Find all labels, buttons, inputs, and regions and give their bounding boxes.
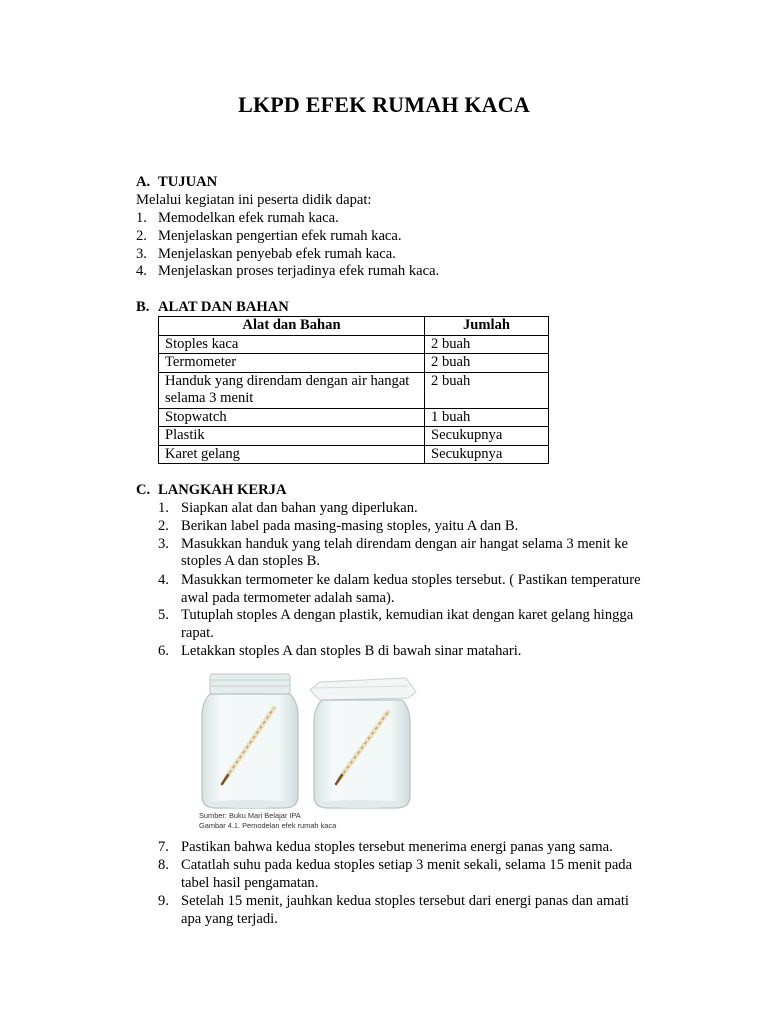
step-continuation: stoples A dan stoples B. <box>181 553 321 569</box>
jars-figure <box>196 668 422 832</box>
section-c-title: LANGKAH KERJA <box>158 482 287 498</box>
table-cell-qty: 2 buah <box>425 354 549 373</box>
list-text: Berikan label pada masing-masing stoples, yaitu A dan B. <box>181 518 519 534</box>
table-cell-qty: Secukupnya <box>425 445 549 464</box>
section-c-letter: C. <box>136 482 151 498</box>
table-header-qty: Jumlah <box>425 317 549 336</box>
list-text: Pastikan bahwa kedua stoples tersebut menerima energi panas yang sama. <box>181 839 613 855</box>
list-text: Masukkan handuk yang telah direndam dengan air hangat selama 3 menit ke <box>181 536 628 552</box>
objective-item <box>136 210 339 227</box>
list-text: Tutuplah stoples A dengan plastik, kemudian ikat dengan karet gelang hingga <box>181 607 634 623</box>
section-b-letter: B. <box>136 299 150 315</box>
step-item <box>158 500 418 517</box>
list-text: Menjelaskan pengertian efek rumah kaca. <box>158 228 402 244</box>
list-number: 3. <box>158 536 169 552</box>
list-number: 3. <box>136 246 147 262</box>
step-item <box>158 857 632 874</box>
table-cell-qty: 2 buah <box>425 335 549 354</box>
list-text: Letakkan stoples A dan stoples B di bawah sinar matahari. <box>181 643 522 659</box>
step-item <box>158 518 518 535</box>
objective-item <box>136 263 439 280</box>
step-item <box>158 536 628 553</box>
figure-source: Sumber: Buku Mari Belajar IPA <box>199 811 301 820</box>
list-number: 2. <box>136 228 147 244</box>
table-row <box>159 335 549 354</box>
table-row <box>159 445 549 464</box>
step-continuation: apa yang terjadi. <box>181 911 278 927</box>
table-cell-qty: Secukupnya <box>425 427 549 446</box>
list-text: Siapkan alat dan bahan yang diperlukan. <box>181 500 418 516</box>
table-cell-item: Handuk yang direndam dengan air hangat selama 3 menit <box>159 372 425 408</box>
step-continuation: tabel hasil pengamatan. <box>181 875 319 891</box>
table-row <box>159 427 549 446</box>
list-number: 6. <box>158 643 169 659</box>
section-b-heading <box>136 299 289 316</box>
table-cell-item: Termometer <box>159 354 425 373</box>
section-a-letter: A. <box>136 174 151 190</box>
step-item <box>158 839 613 856</box>
table-cell-qty: 1 buah <box>425 408 549 427</box>
list-number: 7. <box>158 839 169 855</box>
list-number: 4. <box>136 263 147 279</box>
list-number: 4. <box>158 572 169 588</box>
list-text: Catatlah suhu pada kedua stoples setiap 3 menit sekali, selama 15 menit pada <box>181 857 633 873</box>
table-row <box>159 354 549 373</box>
table-cell-item: Stopwatch <box>159 408 425 427</box>
table-row <box>159 372 549 408</box>
list-text: Menjelaskan penyebab efek rumah kaca. <box>158 246 396 262</box>
glass-jars-illustration <box>196 668 422 814</box>
list-text: Menjelaskan proses terjadinya efek rumah kaca. <box>158 263 440 279</box>
list-number: 1. <box>136 210 147 226</box>
table-header-item: Alat dan Bahan <box>159 317 425 336</box>
list-number: 1. <box>158 500 169 516</box>
table-header-row <box>159 317 549 336</box>
section-a-title: TUJUAN <box>158 174 218 190</box>
step-item <box>158 643 521 660</box>
jar-left <box>202 674 298 808</box>
list-text: Masukkan termometer ke dalam kedua stoples tersebut. ( Pastikan temperature <box>181 572 641 588</box>
objective-item <box>136 228 402 245</box>
table-cell-item: Karet gelang <box>159 445 425 464</box>
list-number: 9. <box>158 893 169 909</box>
section-a-intro: Melalui kegiatan ini peserta didik dapat: <box>136 192 372 208</box>
table-cell-item: Plastik <box>159 427 425 446</box>
table-cell-qty: 2 buah <box>425 372 549 408</box>
document-title: LKPD EFEK RUMAH KACA <box>238 92 530 117</box>
materials-table <box>158 316 549 464</box>
section-c-heading <box>136 482 287 499</box>
table-row <box>159 408 549 427</box>
figure-label: Gambar 4.1. Pemodelan efek rumah kaca <box>199 821 337 830</box>
objective-item <box>136 246 396 263</box>
section-b-title: ALAT DAN BAHAN <box>158 299 289 315</box>
jar-right <box>310 678 416 808</box>
step-continuation: awal pada termometer adalah sama). <box>181 590 395 606</box>
list-number: 5. <box>158 607 169 623</box>
list-number: 8. <box>158 857 169 873</box>
list-text: Memodelkan efek rumah kaca. <box>158 210 339 226</box>
list-number: 2. <box>158 518 169 534</box>
step-item <box>158 572 641 589</box>
table-cell-item: Stoples kaca <box>159 335 425 354</box>
section-a-heading <box>136 174 217 191</box>
list-text: Setelah 15 menit, jauhkan kedua stoples tersebut dari energi panas dan amati <box>181 893 629 909</box>
step-item <box>158 893 629 910</box>
step-continuation: rapat. <box>181 625 214 641</box>
step-item <box>158 607 633 624</box>
